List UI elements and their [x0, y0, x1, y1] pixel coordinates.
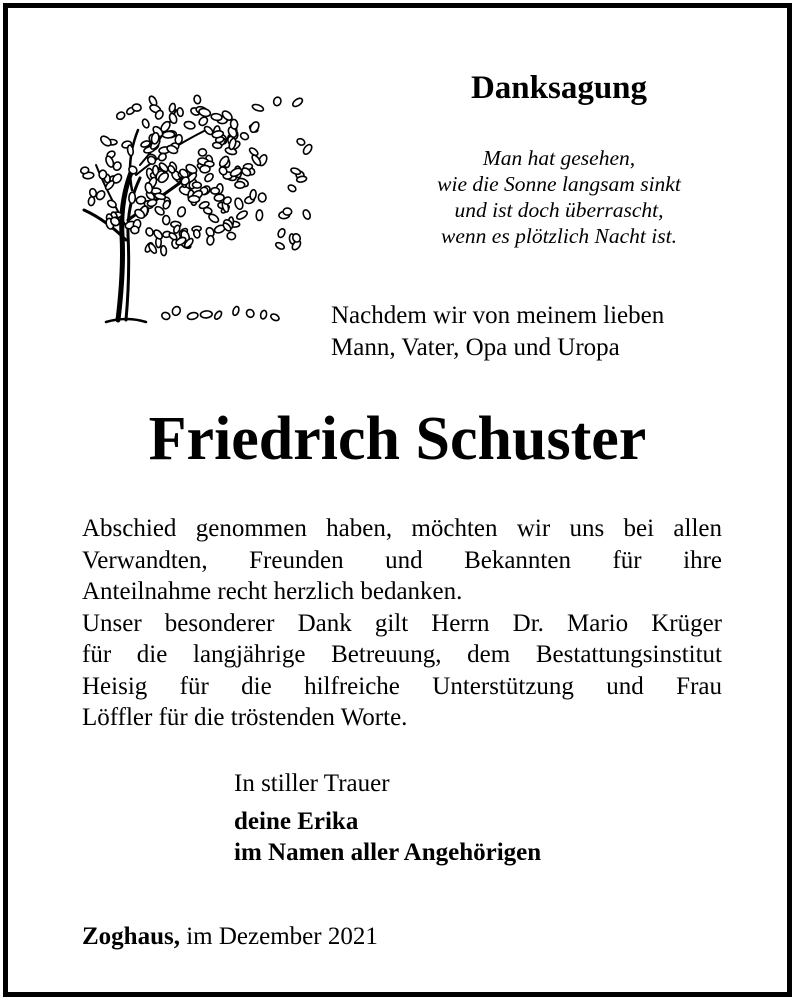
closing: In stiller Trauer [234, 770, 390, 797]
leaf [256, 210, 263, 221]
signature-block [234, 768, 541, 868]
leaf [213, 310, 223, 320]
leaf [260, 310, 268, 320]
leaf [177, 107, 184, 116]
place-date [82, 921, 378, 953]
quote-line: Man hat gesehen, [482, 146, 636, 170]
leaf [163, 216, 170, 225]
leaf [208, 213, 220, 224]
leaf [211, 188, 220, 195]
leaf [275, 241, 286, 250]
leaf [115, 111, 126, 121]
leaf [198, 107, 211, 117]
leaf [183, 120, 195, 130]
heading: Danksagung [470, 70, 648, 106]
leaf [127, 145, 134, 156]
leaf [302, 209, 312, 220]
leaf [239, 131, 249, 141]
leaf [235, 209, 248, 220]
leaf [193, 95, 201, 104]
leaf [162, 200, 171, 210]
leaf [226, 232, 236, 241]
leaf [129, 192, 136, 204]
leaf [187, 312, 199, 321]
leaf [230, 119, 238, 129]
leaf [200, 165, 210, 173]
leaf [291, 97, 304, 108]
leaf [211, 113, 223, 121]
leaf [277, 228, 286, 239]
leaf [283, 208, 292, 215]
date: im Dezember 2021 [179, 923, 378, 950]
intro [331, 300, 664, 364]
leaf [250, 189, 257, 200]
leaf [206, 235, 214, 245]
quote [394, 145, 724, 249]
leaf [171, 305, 182, 316]
signature-line: deine Erika [234, 808, 359, 835]
leaf [235, 181, 245, 188]
leaf [290, 167, 301, 175]
intro-line: Mann, Vater, Opa und Uropa [331, 334, 620, 361]
leaf [198, 116, 210, 128]
leaf [273, 96, 282, 106]
leaf [296, 137, 306, 146]
deceased-name: Friedrich Schuster [148, 405, 647, 473]
text-line: Löffler für die tröstenden Worte. [82, 704, 408, 731]
leaf [147, 198, 158, 207]
leaf [99, 134, 113, 147]
leaf [89, 188, 97, 198]
leaf [136, 196, 146, 205]
leaf [188, 196, 199, 203]
leaf [232, 306, 240, 316]
leaf [192, 182, 201, 189]
text-line: Anteilnahme recht herzlich bedanken. [82, 578, 463, 605]
leaf [160, 246, 166, 256]
leaf [251, 103, 264, 112]
intro-line: Nachdem wir von meinem lieben [331, 302, 665, 329]
leaf [249, 120, 261, 133]
signature-line: im Namen aller Angehörigen [234, 839, 542, 866]
leaf [152, 229, 163, 241]
quote-line: wie die Sonne langsam sinkt [437, 172, 681, 196]
leaf [245, 308, 255, 319]
obituary-card [3, 3, 792, 997]
text-line: Abschied genommen haben, möchten wir uns bei allen [82, 515, 722, 542]
leaf [106, 199, 117, 209]
leaf [200, 310, 212, 318]
tree-icon [66, 70, 318, 332]
leaf [132, 104, 141, 112]
leaf [162, 131, 174, 138]
leaf [198, 149, 206, 156]
place: Zoghaus, [82, 923, 180, 950]
leaf [99, 170, 107, 179]
leaf [234, 197, 244, 210]
text-line: Unser besonderer Dank gilt Herrn Dr. Mario Krüger [82, 609, 722, 637]
leaf [88, 196, 96, 206]
thanks-text [82, 513, 722, 734]
text-line: für die langjährige Betreuung, dem Bestattungsinstitut [82, 641, 722, 668]
leaf [161, 311, 171, 320]
leaf [203, 172, 214, 183]
quote-line: wenn es plötzlich Nacht ist. [441, 224, 677, 248]
leaf [258, 193, 266, 203]
leaf [141, 118, 150, 129]
leaf [270, 313, 280, 322]
text-line: Heisig für die hilfreiche Unterstützung und Frau [82, 672, 722, 700]
leaf [287, 184, 297, 193]
leaf [130, 226, 139, 234]
leaf [145, 227, 154, 237]
text-line: Verwandten, Freunden und Bekannten für ihre [82, 546, 722, 574]
leaf [176, 206, 186, 218]
quote-line: und ist doch überrascht, [454, 198, 664, 222]
